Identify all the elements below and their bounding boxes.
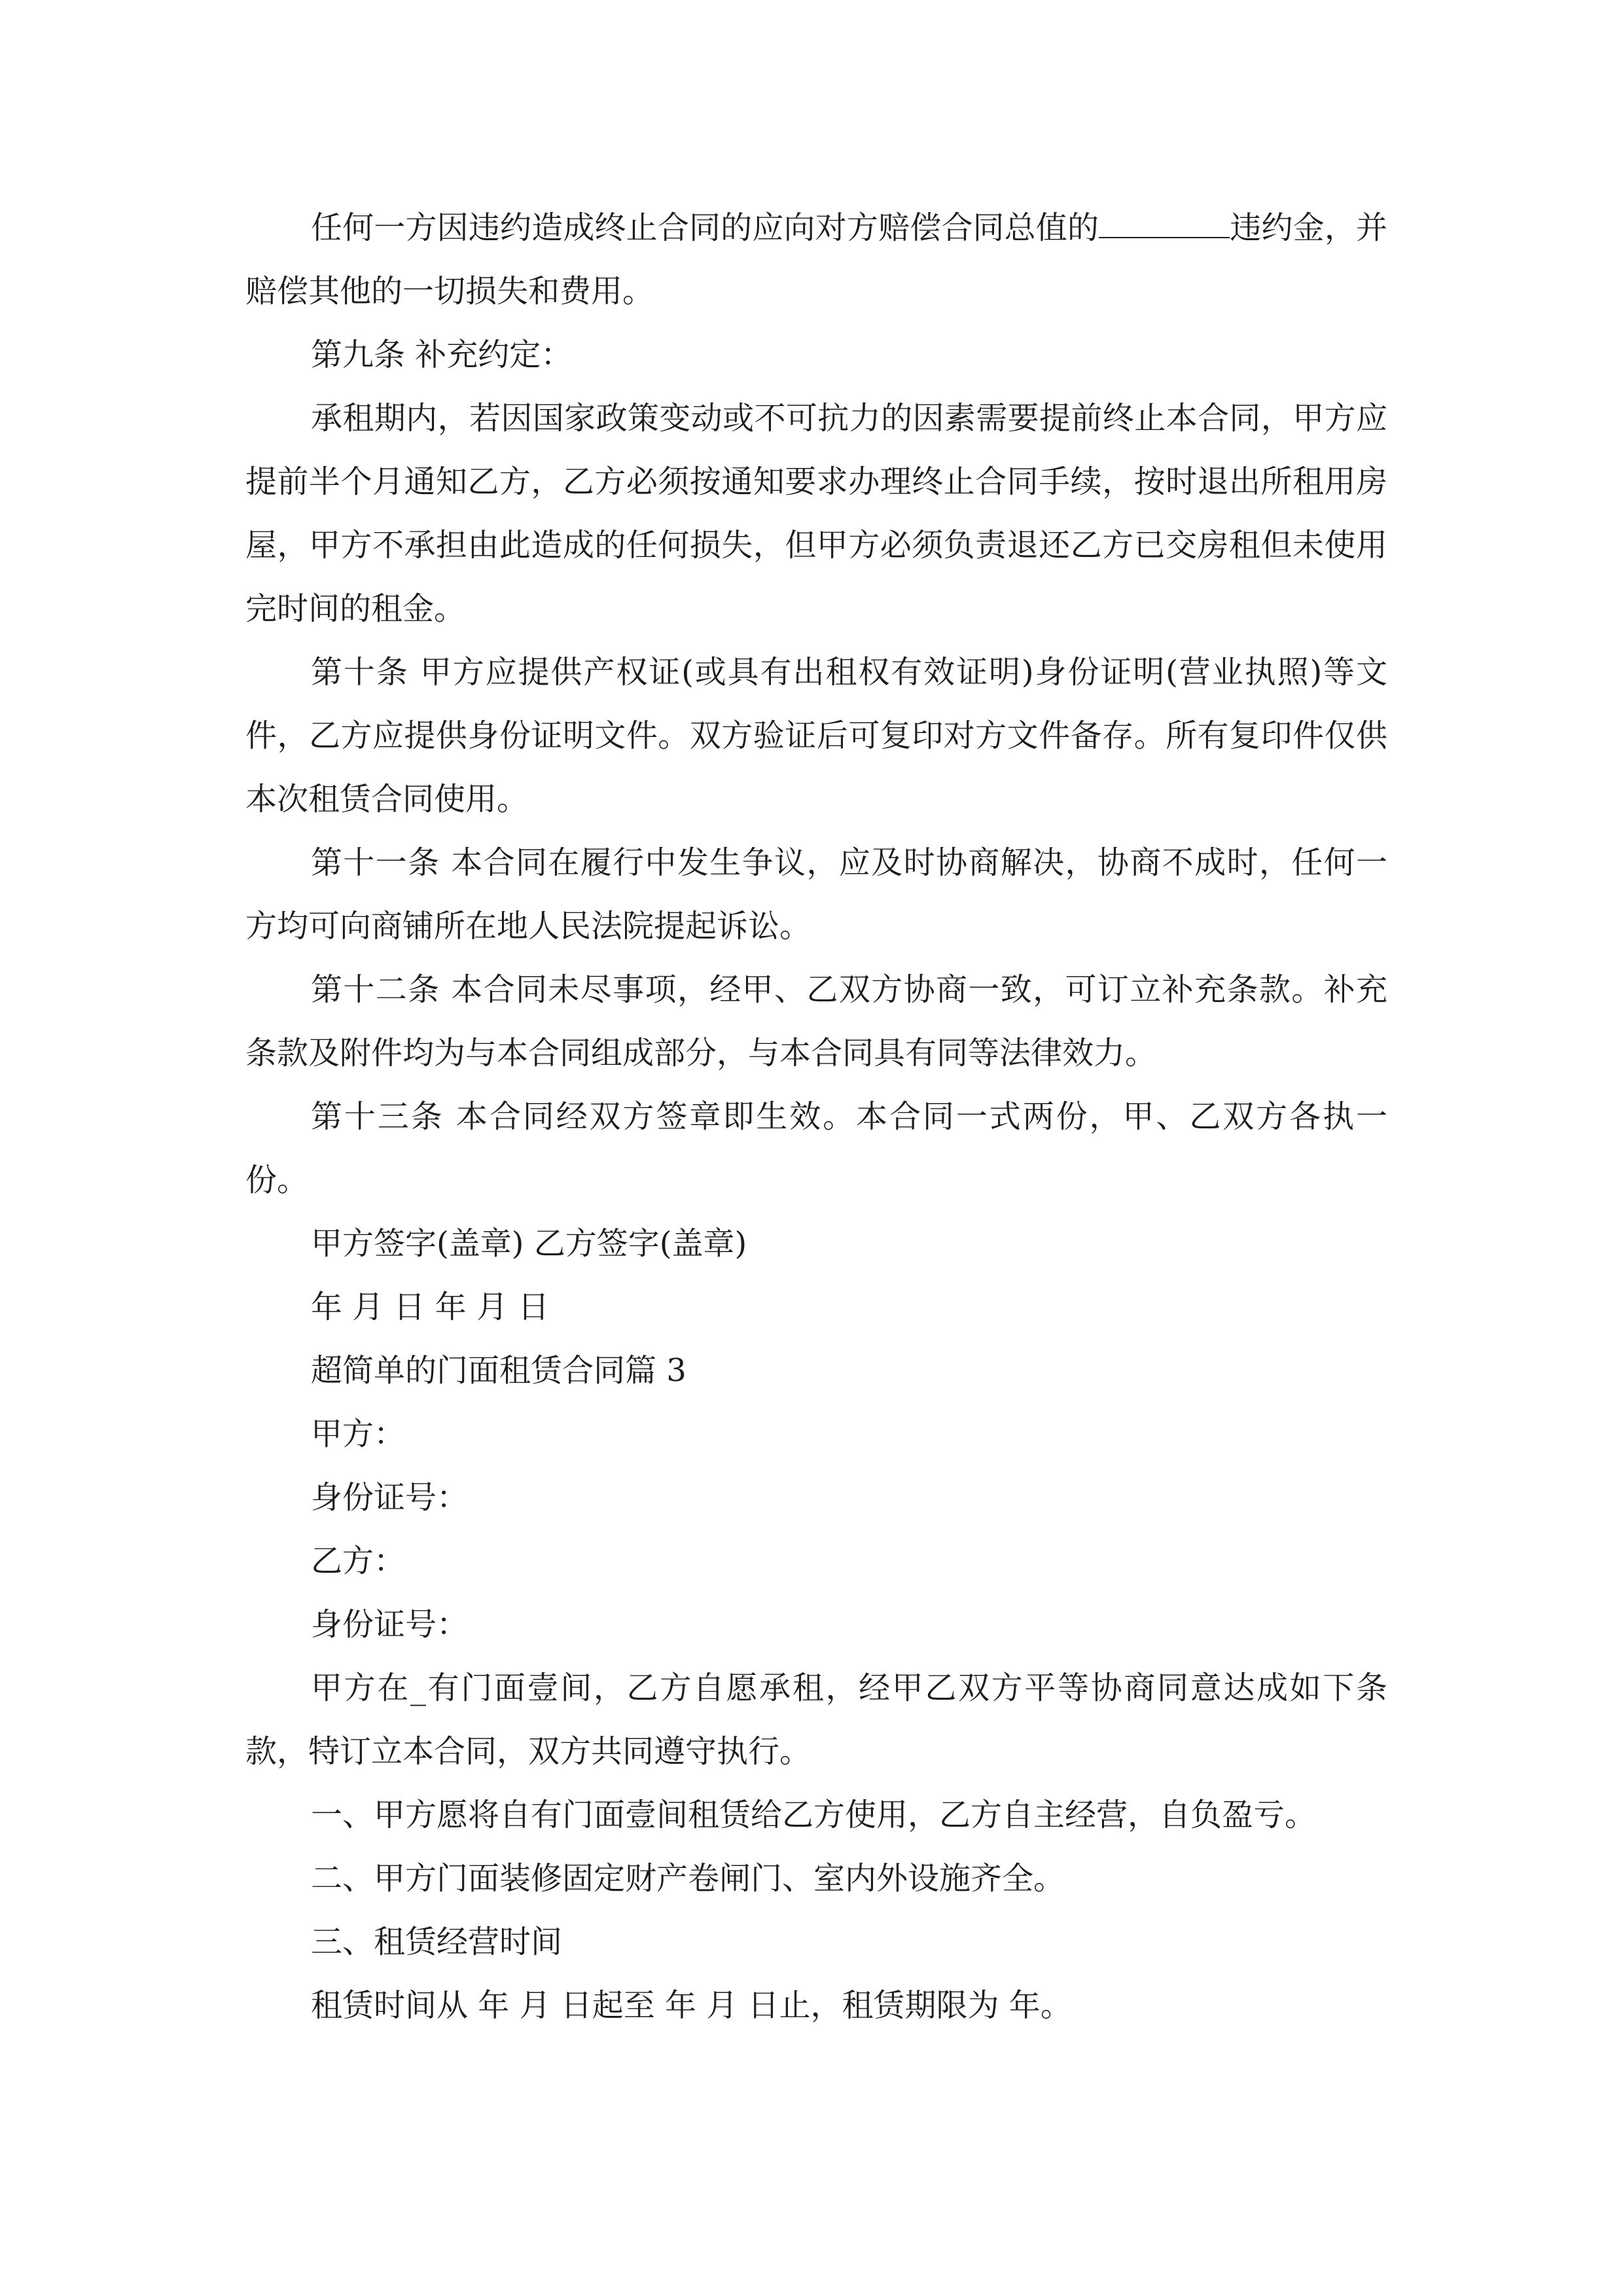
paragraph-breach-compensation [245,196,1387,323]
party-a-label: 甲方： [311,1416,406,1452]
clause-1: 一、甲方愿将自有门面壹间租赁给乙方使用，乙方自主经营，自负盈亏。 [311,1797,1317,1833]
article-9-heading: 第九条 补充约定： [311,336,573,373]
signature-line: 甲方签字(盖章) 乙方签字(盖章) [311,1225,747,1262]
clause-2: 二、甲方门面装修固定财产卷闸门、室内外设施齐全。 [311,1860,1065,1897]
party-b-id-label: 身份证号： [311,1606,469,1643]
article-13: 第十三条 本合同经双方签章即生效。本合同一式两份，甲、乙双方各执一份。 [245,1098,1387,1198]
contract-3-title: 超简单的门面租赁合同篇 3 [311,1352,687,1389]
paragraph-text: 任何一方因违约造成终止合同的应向对方赔偿合同总值的 [311,209,1099,246]
article-10: 第十条 甲方应提供产权证(或具有出租权有效证明)身份证明(营业执照)等文件，乙方应提供身份证明文件。双方验证后可复印对方文件备存。所有复印件仅供本次租赁合同使用。 [245,654,1387,817]
date-line: 年 月 日 年 月 日 [311,1289,550,1325]
document-body [245,196,1387,2037]
article-12: 第十二条 本合同未尽事项，经甲、乙双方协商一致，可订立补充条款。补充条款及附件均为与本合同组成部分，与本合同具有同等法律效力。 [245,971,1387,1071]
paragraph-text: 违约金，并赔偿其他的一切损失和费用。 [245,209,1387,310]
contract-preamble: 甲方在_有门面壹间，乙方自愿承租，经甲乙双方平等协商同意达成如下条款，特订立本合同，双方共同遵守执行。 [245,1670,1387,1770]
party-a-id-label: 身份证号： [311,1479,469,1516]
fill-in-blank [1099,211,1230,238]
paragraph-early-termination: 承租期内，若因国家政策变动或不可抗力的因素需要提前终止本合同，甲方应提前半个月通知乙方，乙方必须按通知要求办理终止合同手续，按时退出所租用房屋，甲方不承担由此造成的任何损失，但甲方必须负责退还乙方已交房租但未使用完时间的租金。 [245,400,1387,627]
party-b-label: 乙方： [311,1543,406,1579]
article-11: 第十一条 本合同在履行中发生争议，应及时协商解决，协商不成时，任何一方均可向商铺所在地人民法院提起诉讼。 [245,844,1387,944]
clause-3-heading: 三、租赁经营时间 [311,1924,563,1960]
lease-period: 租赁时间从 年 月 日起至 年 月 日止，租赁期限为 年。 [311,1987,1072,2024]
